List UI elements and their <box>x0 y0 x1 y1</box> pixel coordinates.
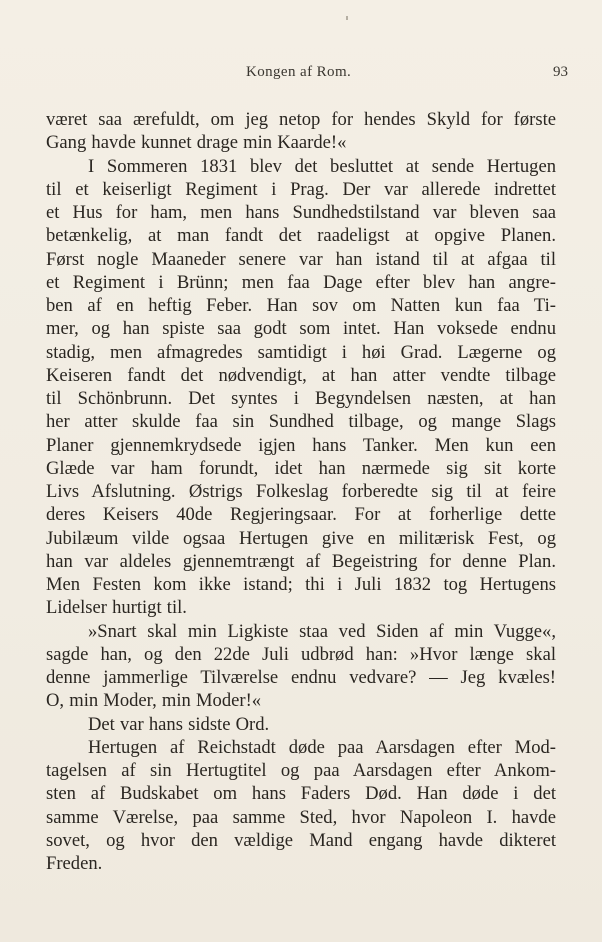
text-line: et Hus for ham, men hans Sundhedstilstand var bleven saa <box>46 202 556 223</box>
text-line: til Schönbrunn. Det syntes i Begyndelsen næsten, at han <box>46 388 556 409</box>
text-line: sten af Budskabet om hans Faders Død. Han døde i det <box>46 783 556 805</box>
text-line: samme Værelse, paa samme Sted, hvor Napoleon I. havde <box>46 806 556 828</box>
text-line: Det var hans sidste Ord. <box>88 713 270 735</box>
running-title: Kongen af Rom. <box>246 64 352 80</box>
text-line: Jubilæum vilde ogsaa Hertugen give en militærisk Fest, og <box>46 527 556 549</box>
page-header <box>46 64 568 84</box>
text-line: denne jammerlige Tilværelse endnu vedvare? — Jeg kvæles! <box>46 667 556 688</box>
page-number: 93 <box>553 64 568 80</box>
text-line: sovet, og hvor den vældige Mand engang havde dikteret <box>46 829 556 851</box>
ink-speck <box>346 16 348 20</box>
text-line: tagelsen af sin Hertugtitel og paa Aarsdagen efter Ankom- <box>46 760 556 781</box>
text-line: her atter skulde faa sin Sundhed tilbage, og mange Slags <box>46 411 556 433</box>
text-line: »Snart skal min Ligkiste staa ved Siden af min Vugge«, <box>88 620 556 642</box>
text-line: betænkelig, at man fandt det raadeligst at opgive Planen. <box>46 225 556 247</box>
body-text <box>46 108 556 875</box>
text-line: været saa ærefuldt, om jeg netop for hendes Skyld for første <box>46 109 556 130</box>
text-line: Keiseren fandt det nødvendigt, at han atter vendte tilbage <box>46 364 556 386</box>
text-line: Lidelser hurtigt til. <box>46 597 187 619</box>
text-line: stadig, men afmagredes samtidigt i høi Grad. Lægerne og <box>46 341 556 363</box>
text-line: til et keiserligt Regiment i Prag. Der var allerede indrettet <box>46 178 556 200</box>
text-line: Gang havde kunnet drage min Kaarde!« <box>46 132 347 154</box>
text-line: sagde han, og den 22de Juli udbrød han: »Hvor længe skal <box>46 643 556 665</box>
text-line: Planer gjennemkrydsede igjen hans Tanker. Men kun een <box>46 434 556 456</box>
text-line: Først nogle Maaneder senere var han istand til at afgaa til <box>46 248 556 270</box>
text-line: et Regiment i Brünn; men faa Dage efter blev han angre- <box>46 271 556 293</box>
text-line: mer, og han spiste saa godt som intet. Han voksede endnu <box>46 318 556 340</box>
text-line: Livs Afslutning. Østrigs Folkeslag forberedte sig til at feire <box>46 481 556 502</box>
text-line: deres Keisers 40de Regjeringsaar. For at forherlige dette <box>46 504 556 526</box>
text-line: han var aldeles gjennemtrængt af Begeistring for denne Plan. <box>46 550 556 572</box>
text-line: Glæde var ham forundt, idet han nærmede sig sit korte <box>46 457 556 479</box>
text-line: Hertugen af Reichstadt døde paa Aarsdagen efter Mod- <box>88 736 556 758</box>
text-line: ben af en heftig Feber. Han sov om Natten kun faa Ti- <box>46 295 556 316</box>
text-line: Men Festen kom ikke istand; thi i Juli 1832 tog Hertugens <box>46 574 556 595</box>
text-line: Freden. <box>46 853 103 874</box>
text-line: O, min Moder, min Moder!« <box>46 690 262 712</box>
text-line: I Sommeren 1831 blev det besluttet at sende Hertugen <box>88 155 556 177</box>
